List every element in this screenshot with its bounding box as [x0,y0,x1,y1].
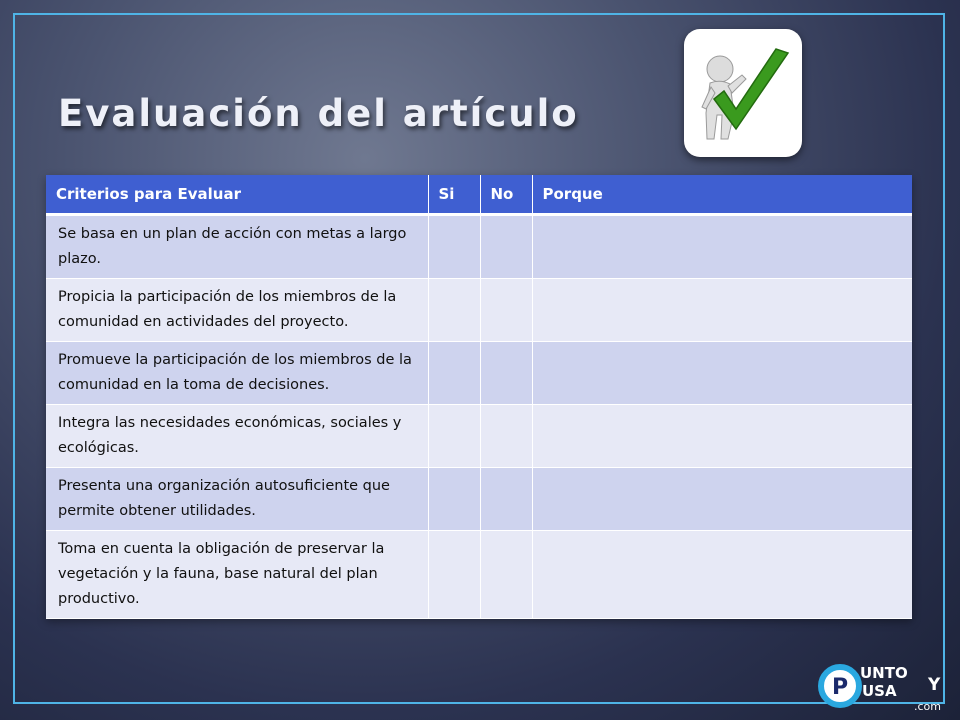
table-row [46,468,912,531]
si-cell [428,468,480,531]
table-row [46,531,912,619]
criterio-cell: Integra las necesidades económicas, sociales y ecológicas. [46,405,428,468]
si-cell [428,531,480,619]
no-cell [480,279,532,342]
porque-cell [532,531,912,619]
criterio-cell: Propicia la participación de los miembros de la comunidad en actividades del proyecto. [46,279,428,342]
table-row [46,405,912,468]
si-cell [428,279,480,342]
slide-title: Evaluación del artículo [58,92,579,135]
header-porque: Porque [532,175,912,215]
table-row [46,215,912,279]
porque-cell [532,342,912,405]
porque-cell [532,215,912,279]
porque-cell [532,279,912,342]
porque-cell [532,468,912,531]
no-cell [480,215,532,279]
table-row [46,342,912,405]
person-checkmark-icon [684,29,802,157]
si-cell [428,342,480,405]
no-cell [480,405,532,468]
logo-line1: UNTO [860,664,908,682]
criterio-cell: Presenta una organización autosuficiente que permite obtener utilidades. [46,468,428,531]
criterio-cell: Toma en cuenta la obligación de preservar la vegetación y la fauna, base natural del plan productivo. [46,531,428,619]
table-header-row [46,175,912,215]
porque-cell [532,405,912,468]
logo-line3: Y [928,675,941,695]
header-no: No [480,175,532,215]
si-cell [428,405,480,468]
criterio-cell: Se basa en un plan de acción con metas a largo plazo. [46,215,428,279]
logo-line2: USA [862,682,897,700]
evaluation-table [46,175,912,619]
table-row [46,279,912,342]
header-criterios: Criterios para Evaluar [46,175,428,215]
logo-line4: .com [914,700,941,713]
header-si: Si [428,175,480,215]
no-cell [480,468,532,531]
no-cell [480,531,532,619]
criterio-cell: Promueve la participación de los miembros de la comunidad en la toma de decisiones. [46,342,428,405]
no-cell [480,342,532,405]
si-cell [428,215,480,279]
svg-text:P: P [831,675,849,700]
puntousay-logo-icon [818,658,950,714]
